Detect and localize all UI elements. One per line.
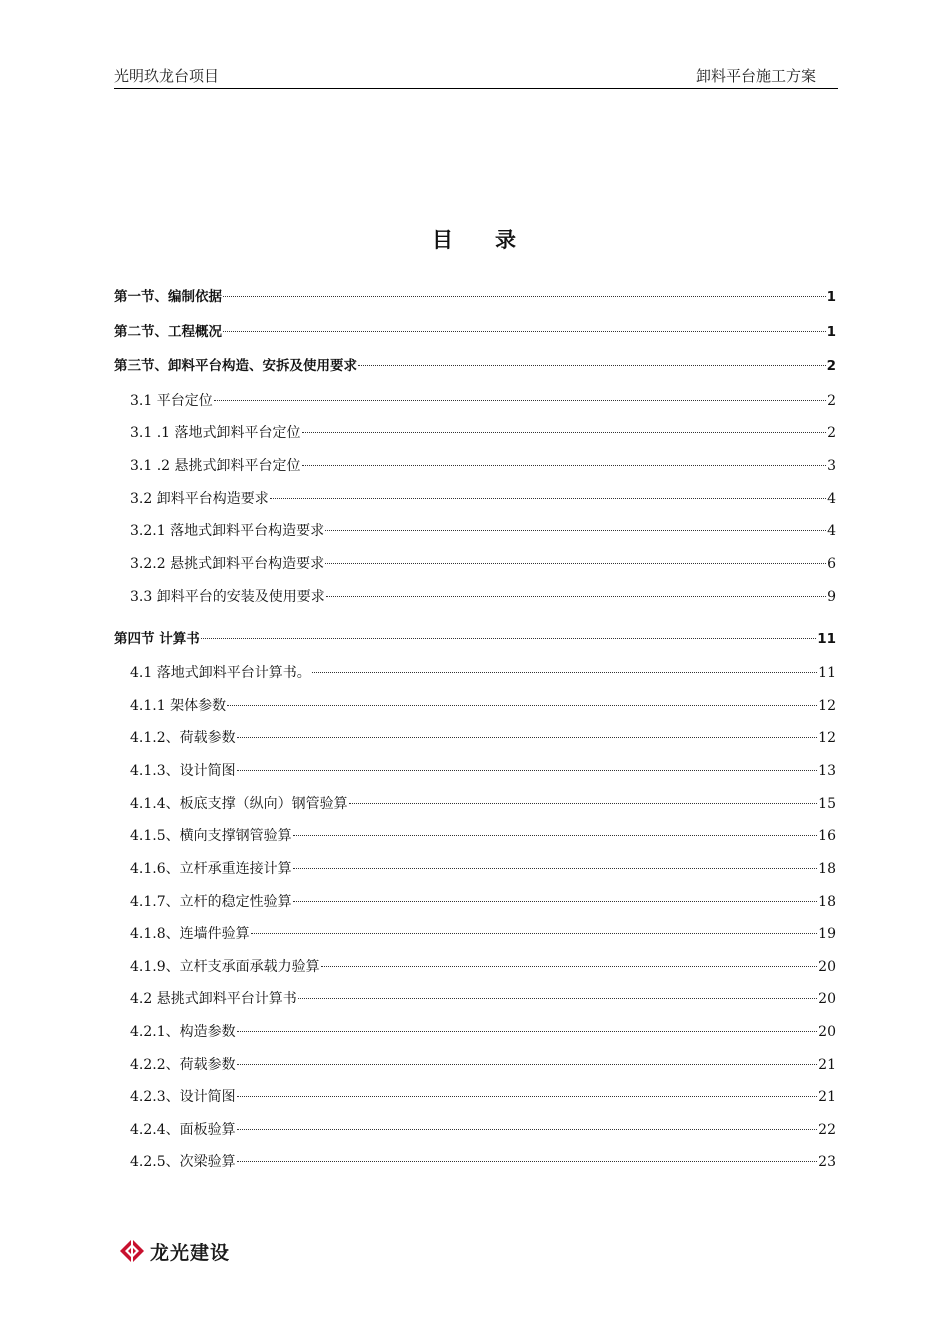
toc-entry-label: 4.1.1 架体参数 (130, 698, 227, 714)
toc-entry-page-number: 18 (818, 861, 836, 877)
toc-entry-page-number: 16 (818, 828, 836, 844)
toc-dot-leader (293, 901, 818, 902)
toc-entry[interactable] (130, 423, 836, 443)
toc-entry-label: 4.1.4、板底支撑（纵向）钢管验算 (130, 796, 348, 812)
toc-entry[interactable] (130, 696, 836, 716)
toc-entry-label: 4.1.7、立杆的稳定性验算 (130, 894, 292, 910)
toc-dot-leader (223, 331, 826, 332)
toc-entry-page-number: 2 (827, 393, 836, 409)
toc-entry-page-number: 15 (818, 796, 836, 812)
toc-entry[interactable] (130, 794, 836, 814)
toc-entry-label: 4.2.1、构造参数 (130, 1024, 236, 1040)
toc-entry[interactable] (114, 287, 836, 307)
toc-entry-label: 4.2.4、面板验算 (130, 1122, 236, 1138)
toc-title-char-1: 目 (432, 228, 455, 252)
toc-entry[interactable] (130, 859, 836, 879)
toc-entry-page-number: 6 (827, 556, 836, 572)
company-logo (118, 1236, 230, 1266)
toc-entry[interactable] (130, 1152, 836, 1172)
toc-title-char-2: 录 (495, 228, 518, 252)
toc-dot-leader (237, 737, 818, 738)
toc-entry-label: 3.3 卸料平台的安装及使用要求 (130, 589, 325, 605)
toc-entry-page-number: 2 (827, 425, 836, 441)
toc-entry-label: 3.2.2 悬挑式卸料平台构造要求 (130, 556, 325, 572)
toc-entry-page-number: 12 (818, 730, 836, 746)
toc-dot-leader (312, 672, 817, 673)
toc-entry-page-number: 3 (827, 458, 836, 474)
toc-dot-leader (325, 530, 826, 531)
toc-entry-page-number: 21 (818, 1089, 836, 1105)
toc-entry-label: 4.2.5、次梁验算 (130, 1154, 236, 1170)
toc-entry[interactable] (130, 456, 836, 476)
toc-entry-page-number: 12 (818, 698, 836, 714)
toc-entry-page-number: 20 (818, 959, 836, 975)
toc-entry[interactable] (130, 957, 836, 977)
toc-entry-label: 4.1.6、立杆承重连接计算 (130, 861, 292, 877)
toc-dot-leader (293, 835, 818, 836)
toc-entry[interactable] (130, 924, 836, 944)
toc-entry-label: 第一节、编制依据 (114, 289, 222, 305)
toc-entry-page-number: 1 (826, 324, 836, 340)
toc-dot-leader (237, 1129, 818, 1130)
longguang-logo-icon (118, 1237, 146, 1265)
toc-entry-label: 4.2.3、设计简图 (130, 1089, 236, 1105)
project-name: 光明玖龙台项目 (114, 67, 220, 85)
toc-entry-page-number: 23 (818, 1154, 836, 1170)
toc-entry[interactable] (114, 322, 836, 342)
toc-entry-label: 4.2.2、荷载参数 (130, 1057, 236, 1073)
toc-dot-leader (298, 998, 817, 999)
toc-entry[interactable] (130, 761, 836, 781)
toc-entry-label: 4.1.2、荷载参数 (130, 730, 236, 746)
toc-dot-leader (349, 803, 818, 804)
toc-dot-leader (237, 1161, 818, 1162)
toc-entry-page-number: 1 (826, 289, 836, 305)
toc-entry[interactable] (130, 1022, 836, 1042)
toc-entry-label: 第二节、工程概况 (114, 324, 222, 340)
document-name: 卸料平台施工方案 (695, 67, 816, 85)
toc-entry-page-number: 9 (827, 589, 836, 605)
toc-entry-page-number: 19 (818, 926, 836, 942)
toc-dot-leader (302, 465, 827, 466)
toc-entry[interactable] (114, 356, 836, 376)
toc-dot-leader (325, 563, 826, 564)
toc-entry-label: 3.1 平台定位 (130, 393, 213, 409)
toc-entry-label: 第三节、卸料平台构造、安拆及使用要求 (114, 358, 357, 374)
toc-entry-label: 4.1 落地式卸料平台计算书。 (130, 665, 311, 681)
company-name: 龙光建设 (150, 1241, 231, 1264)
toc-entry-label: 3.2 卸料平台构造要求 (130, 491, 269, 507)
toc-entry-page-number: 21 (818, 1057, 836, 1073)
toc-dot-leader (270, 498, 826, 499)
toc-entry[interactable] (130, 587, 836, 607)
toc-entry-label: 4.1.8、连墙件验算 (130, 926, 250, 942)
toc-entry-page-number: 2 (826, 358, 836, 374)
toc-entry[interactable] (130, 1120, 836, 1140)
toc-entry-page-number: 20 (818, 991, 836, 1007)
toc-entry-page-number: 4 (827, 523, 836, 539)
toc-dot-leader (251, 933, 818, 934)
toc-dot-leader (326, 596, 826, 597)
toc-entry-page-number: 13 (818, 763, 836, 779)
toc-entry-page-number: 4 (827, 491, 836, 507)
toc-dot-leader (237, 1096, 818, 1097)
toc-dot-leader (302, 432, 827, 433)
toc-entry[interactable] (114, 629, 836, 649)
toc-entry-label: 4.1.3、设计简图 (130, 763, 236, 779)
toc-title (0, 226, 950, 254)
toc-entry[interactable] (130, 1055, 836, 1075)
toc-dot-leader (237, 1031, 818, 1032)
toc-entry-label: 4.1.9、立杆支承面承载力验算 (130, 959, 320, 975)
toc-entry[interactable] (130, 391, 836, 411)
toc-dot-leader (237, 770, 818, 771)
toc-entry[interactable] (130, 989, 836, 1009)
toc-dot-leader (223, 296, 826, 297)
toc-entry-page-number: 18 (818, 894, 836, 910)
page-header (114, 66, 838, 89)
toc-entry-label: 4.2 悬挑式卸料平台计算书 (130, 991, 297, 1007)
toc-entry-page-number: 22 (818, 1122, 836, 1138)
toc-dot-leader (237, 1064, 818, 1065)
toc-dot-leader (321, 966, 818, 967)
toc-entry[interactable] (130, 826, 836, 846)
toc-entry-label: 第四节 计算书 (114, 631, 200, 647)
toc-entry[interactable] (130, 521, 836, 541)
toc-entry-label: 3.2.1 落地式卸料平台构造要求 (130, 523, 325, 539)
toc-dot-leader (214, 400, 826, 401)
toc-dot-leader (358, 365, 826, 366)
toc-entry[interactable] (130, 728, 836, 748)
toc-entry-label: 3.1 .2 悬挑式卸料平台定位 (130, 458, 301, 474)
toc-dot-leader (227, 705, 817, 706)
toc-entry[interactable] (130, 663, 836, 683)
toc-entry[interactable] (130, 489, 836, 509)
toc-entry[interactable] (130, 892, 836, 912)
toc-entry-page-number: 20 (818, 1024, 836, 1040)
toc-entry-page-number: 11 (817, 631, 836, 647)
toc-entry-label: 3.1 .1 落地式卸料平台定位 (130, 425, 301, 441)
toc-entry[interactable] (130, 1087, 836, 1107)
toc-entry-label: 4.1.5、横向支撑钢管验算 (130, 828, 292, 844)
toc-dot-leader (293, 868, 818, 869)
toc-dot-leader (201, 638, 817, 639)
toc-entry-page-number: 11 (818, 665, 836, 681)
toc-entry[interactable] (130, 554, 836, 574)
